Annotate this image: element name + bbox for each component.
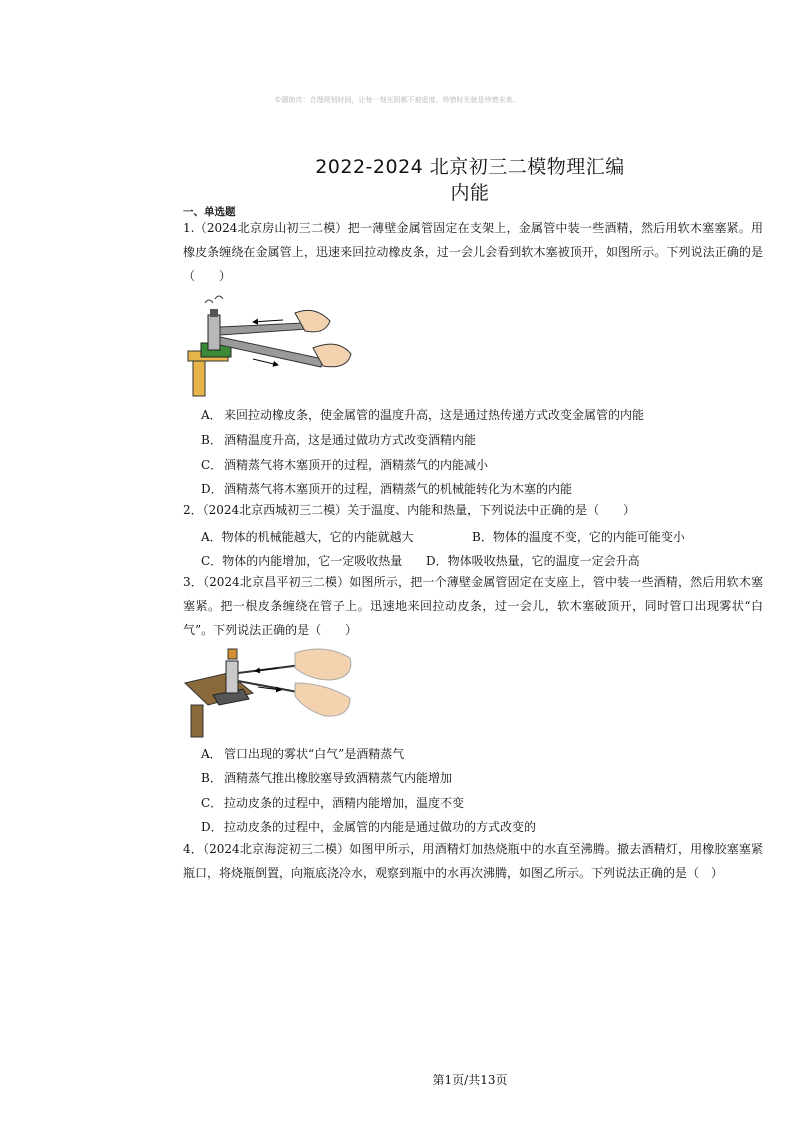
rubber-strip-bottom-icon — [220, 337, 323, 367]
page-footer: 第1页/共13页 — [432, 1073, 508, 1087]
q3-option-b: B． 酒精蒸气推出橡胶塞导致酒精蒸气内能增加 — [201, 771, 453, 785]
metal-tube-icon — [226, 661, 238, 693]
question-1-figure — [183, 293, 358, 398]
page-subtitle: 内能 — [450, 182, 490, 204]
q3-option-c: C． 拉动皮条的过程中，酒精内能增加，温度不变 — [201, 796, 465, 810]
vapor-icon — [205, 296, 223, 303]
q2-option-d: D．物体吸收热量，它的温度一定会升高 — [426, 554, 640, 568]
question-2-stem: 2．（2024北京西城初三二模）关于温度、内能和热量，下列说法中正确的是（ ） — [183, 503, 636, 517]
q3-option-a: A． 管口出现的雾状“白气”是酒精蒸气 — [201, 747, 405, 761]
page-title: 2022-2024 北京初三二模物理汇编 — [315, 156, 625, 178]
question-3-figure — [183, 643, 358, 740]
cork-icon — [228, 649, 237, 659]
q3-option-d: D．拉动皮条的过程中，金属管的内能是通过做功的方式改变的 — [201, 820, 537, 834]
question-4-stem: 4．（2024北京海淀初三二模）如图甲所示，用酒精灯加热烧瓶中的水直至沸腾。撤去酒精灯，用橡胶塞塞紧瓶口，将烧瓶倒置，向瓶底浇冷水，观察到瓶中的水再次沸腾，如图乙所示。下列说法正确的是（ ） — [183, 842, 763, 880]
q1-option-d: D．酒精蒸气将木塞顶开的过程，酒精蒸气的机械能转化为木塞的内能 — [201, 482, 573, 496]
q2-option-c: C．物体的内能增加，它一定吸收热量 — [201, 554, 403, 568]
support-leg-icon — [193, 361, 205, 396]
q2-option-a: A．物体的机械能越大，它的内能就越大 — [201, 530, 414, 544]
question-1-stem: 1.（2024北京房山初三二模）把一薄壁金属管固定在支架上，金属管中装一些酒精，然后用软木塞塞紧。用橡皮条缠绕在金属管上，迅速来回拉动橡皮条，过一会儿会看到软木塞被顶开，如图所示。下列说法正确的是（ ） — [183, 221, 763, 283]
rubber-strip-top-icon — [220, 323, 308, 335]
metal-tube-icon — [208, 315, 220, 350]
question-3-stem: 3．（2024北京昌平初三二模）如图所示，把一个薄壁金属管固定在支座上，管中装一些酒精，然后用软木塞塞紧。把一根皮条缠绕在管子上。迅速地来回拉动皮条，过一会儿，软木塞破顶开，同时管口出现雾状“白气”。下列说法正确的是（ ） — [183, 575, 763, 637]
q1-option-c: C． 酒精蒸气将木塞顶开的过程，酒精蒸气的内能减小 — [201, 458, 489, 472]
q2-option-b: B．物体的温度不变，它的内能可能变小 — [472, 530, 685, 544]
hand-top-icon — [295, 649, 351, 680]
cork-icon — [210, 309, 218, 317]
hand-bottom-icon — [295, 683, 350, 716]
q1-option-a: A． 来回拉动橡皮条，使金属管的温度升高，这是通过热传递方式改变金属管的内能 — [201, 408, 645, 422]
arrow-left-icon — [253, 320, 283, 322]
table-leg-icon — [191, 705, 203, 737]
section-heading: 一、单选题 — [183, 206, 236, 218]
arrow-right-icon — [253, 359, 278, 365]
header-watermark: ©题助攻：合理规划时间，让每一刻光阴都不被虚度，珍惜时光就是珍惜未来。 — [274, 96, 520, 104]
q1-option-b: B． 酒精温度升高，这是通过做功方式改变酒精内能 — [201, 433, 477, 447]
